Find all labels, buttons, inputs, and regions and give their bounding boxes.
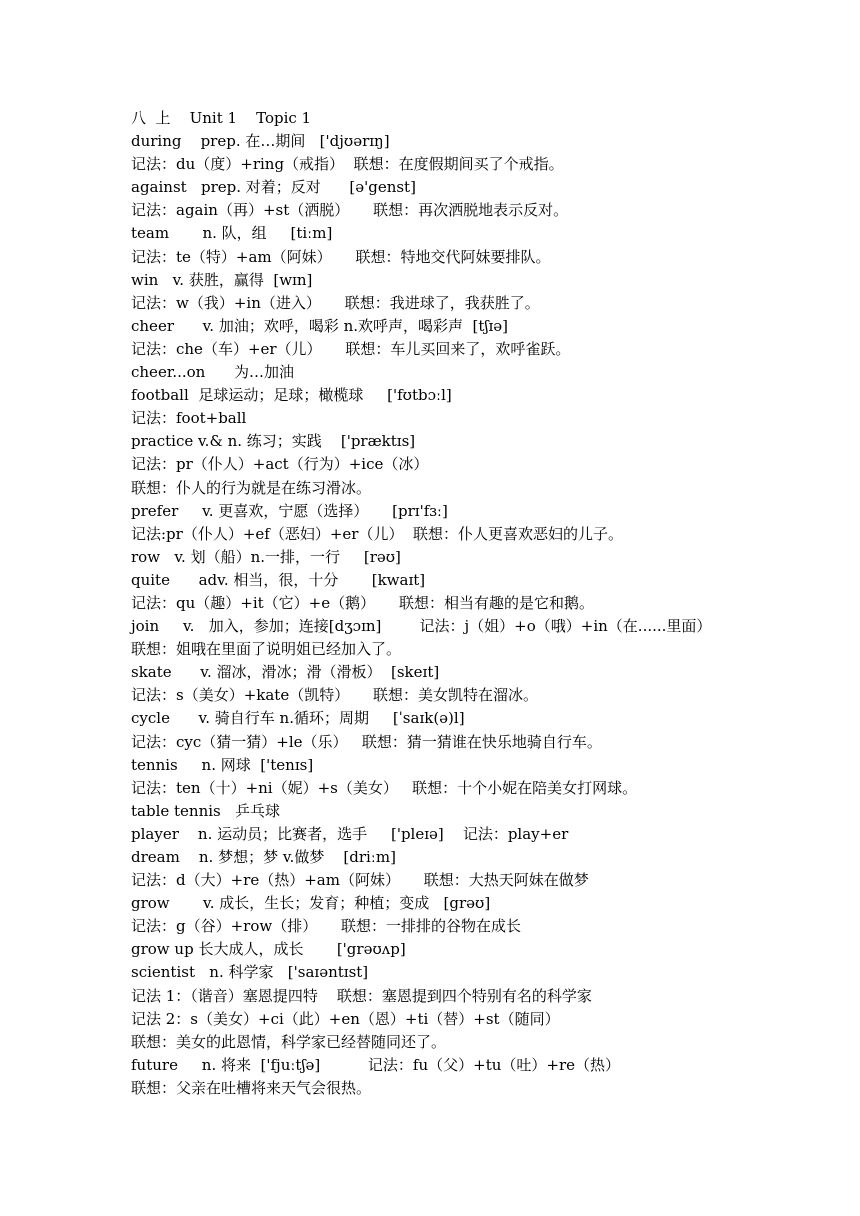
association-line: 联想：父亲在吐槽将来天气会很热。 (131, 1078, 372, 1097)
mnemonic-line: 记法：che（车）+er（儿） 联想：车儿买回来了，欢呼雀跃。 (131, 339, 571, 358)
mnemonic-line: 记法：foot+ball (131, 409, 247, 428)
vocab-entry-cheer-on: cheer...on 为…加油 (131, 363, 294, 382)
vocab-entry-dream: dream n. 梦想；梦 v.做梦 [driːm] (131, 848, 396, 866)
mnemonic-line: 记法：s（美女）+kate（凯特） 联想：美女凯特在溜冰。 (131, 686, 539, 705)
association-line: 联想：姐哦在里面了说明姐已经加入了。 (131, 640, 402, 659)
mnemonic-line: 记法：qu（趣）+it（它）+e（鹅） 联想：相当有趣的是它和鹅。 (131, 593, 594, 612)
mnemonic-line: 记法：ten（十）+ni（妮）+s（美女） 联想：十个小妮在陪美女打网球。 (131, 778, 638, 797)
vocab-entry-scientist: scientist n. 科学家 ['saɪəntɪst] (131, 963, 369, 982)
vocab-entry-tennis: tennis n. 网球 ['tenɪs] (131, 755, 314, 774)
mnemonic-line: 记法:pr（仆人）+ef（恶妇）+er（儿） 联想：仆人更喜欢恶妇的儿子。 (131, 524, 623, 543)
association-line: 联想：仆人的行为就是在练习滑冰。 (131, 478, 372, 497)
mnemonic-line: 记法：again（再）+st（洒脱） 联想：再次洒脱地表示反对。 (131, 201, 569, 220)
vocab-entry-row: row v. 划（船）n.一排，一行 [rəʊ] (131, 547, 401, 566)
vocab-entry-team: team n. 队，组 [tiːm] (131, 224, 333, 243)
vocab-entry-practice: practice v.& n. 练习；实践 ['præktɪs] (131, 432, 416, 451)
association-line: 联想：美女的此恩情，科学家已经替随同还了。 (131, 1032, 447, 1051)
mnemonic-line: 记法：cyc（猜一猜）+le（乐） 联想：猜一猜谁在快乐地骑自行车。 (131, 732, 602, 751)
vocab-entry-against: against prep. 对着；反对 [ə'genst] (131, 178, 416, 197)
vocab-entry-skate: skate v. 溜冰，滑冰；滑（滑板） [skeɪt] (131, 663, 440, 682)
vocab-entry-join: join v. 加入，参加；连接[dʒɔɪn] 记法：j（姐）+o（哦）+in（在......里面） (131, 617, 712, 636)
vocab-entry-during: during prep. 在…期间 ['djʊərɪŋ] (131, 132, 390, 151)
document-page (131, 107, 831, 1100)
vocab-entry-table-tennis: table tennis 乒乓球 (131, 801, 281, 820)
mnemonic-line: 记法：d（大）+re（热）+am（阿妹） 联想：大热天阿妹在做梦 (131, 871, 589, 890)
mnemonic-line: 记法：du（度）+ring（戒指） 联想：在度假期间买了个戒指。 (131, 155, 564, 174)
vocab-entry-player: player n. 运动员；比赛者，选手 ['pleɪə] 记法：play+er (131, 824, 569, 843)
mnemonic-line: 记法 1：（谐音）塞恩提四特 联想：塞恩提到四个特别有名的科学家 (131, 986, 592, 1005)
mnemonic-line: 记法：te（特）+am（阿妹） 联想：特地交代阿妹要排队。 (131, 247, 551, 266)
mnemonic-line: 记法：g（谷）+row（排） 联想：一排排的谷物在成长 (131, 917, 522, 936)
vocab-entry-football: football 足球运动；足球；橄榄球 ['fʊtbɔːl] (131, 386, 452, 405)
mnemonic-line: 记法：w（我）+in（进入） 联想：我进球了，我获胜了。 (131, 293, 540, 312)
mnemonic-line: 记法 2：s（美女）+ci（此）+en（恩）+ti（替）+st（随同） (131, 1009, 560, 1028)
vocab-entry-future: future n. 将来 ['fjuːtʃə] 记法：fu（父）+tu（吐）+re（热） (131, 1055, 621, 1074)
vocab-entry-quite: quite adv. 相当，很，十分 [kwaɪt] (131, 570, 426, 589)
mnemonic-line: 记法：pr（仆人）+act（行为）+ice（冰） (131, 455, 429, 474)
vocab-entry-prefer: prefer v. 更喜欢，宁愿（选择） [prɪ'fɜː] (131, 501, 448, 520)
vocab-entry-grow: grow v. 成长，生长；发育；种植；变成 [grəʊ] (131, 894, 491, 913)
vocab-entry-cycle: cycle v. 骑自行车 n.循环；周期 [ˈsaɪk(ə)l] (131, 709, 465, 728)
vocab-entry-win: win v. 获胜，赢得 [wɪn] (131, 270, 313, 289)
text-line-unit-heading: 八 上 Unit 1 Topic 1 (131, 109, 312, 127)
vocab-entry-grow-up: grow up 长大成人，成长 ['grəʊʌp] (131, 940, 406, 959)
vocab-entry-cheer: cheer v. 加油；欢呼，喝彩 n.欢呼声，喝彩声 [tʃɪə] (131, 316, 509, 335)
